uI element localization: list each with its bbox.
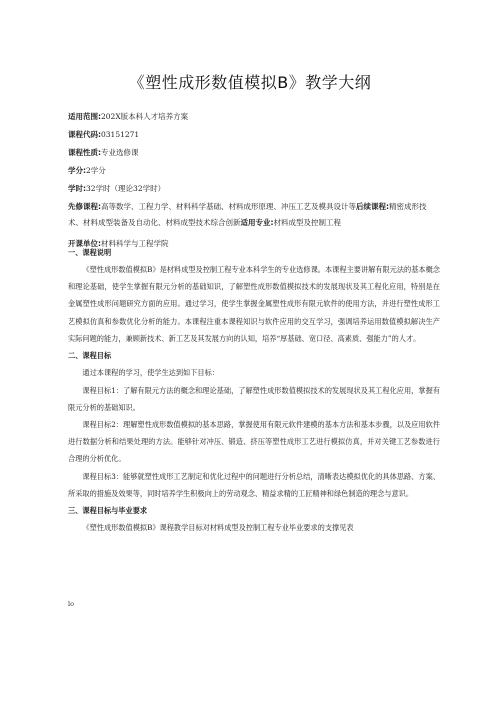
meta-scope bbox=[68, 108, 440, 126]
section2-intro: 通过本课程的学习，使学生达到如下目标： bbox=[82, 368, 219, 378]
document-body bbox=[68, 244, 440, 536]
meta-post-label: 后续课程: bbox=[356, 202, 389, 211]
meta-credit-label: 学分: bbox=[68, 166, 86, 175]
meta-prereq-post-major bbox=[68, 198, 440, 231]
meta-nature-label: 课程性质: bbox=[68, 148, 101, 157]
meta-code bbox=[68, 126, 440, 144]
goal-3: 课程目标3：能够就塑性成形工艺制定和优化过程中的问题进行分析总结，清晰表达模拟优化的具体思路、方案、所采取的措施及效果等，同时培养学生积极向上的劳动观念、精益求精的工匠精神和绿色制造的理念与意识。 bbox=[68, 471, 440, 498]
section1-paragraph: 《塑性成形数值模拟B》是材料成型及控制工程专业本科学生的专业选修课。本课程主要讲解有限元法的基本概念和理论基础，使学生掌握有限元分析的基础知识，了解塑性成形数值模拟技术的发展现状及其工程化应用，特别是在金属塑性成形问题研究方面的应用。通过学习，使学生掌握金属塑性成形有限元软件的使用方法，并进行塑性成形工艺模拟仿真和参数优化分析的能力。本课程注重本课程知识与软件应用的交互学习，强调培养运用数值模拟解决生产实际问题的能力，兼顾新技术、新工艺及其发展方向的认知，培养“厚基础、宽口径、高素质、强能力”的人才。 bbox=[68, 265, 440, 343]
page-title: 《塑性成形数值模拟B》教学大纲 bbox=[128, 73, 372, 92]
section3-paragraph: 《塑性成形数值模拟B》课程教学目标对材料成型及控制工程专业毕业要求的支撑见表 bbox=[82, 522, 354, 532]
meta-nature bbox=[68, 144, 440, 162]
meta-scope-label: 适用范围: bbox=[68, 112, 101, 121]
section3-heading: 三、课程目标与毕业要求 bbox=[68, 505, 148, 515]
meta-unit-value: 材料科学与工程学院 bbox=[101, 239, 169, 248]
meta-post-value: 精密成形技术、材料成型装备及自动化、材料成型技术综合创新 bbox=[68, 202, 427, 227]
meta-credit-value: 2学分 bbox=[86, 166, 106, 175]
meta-prereq-label: 先修课程: bbox=[68, 202, 101, 211]
footer-mark: lo bbox=[68, 600, 74, 608]
course-meta bbox=[68, 108, 440, 253]
meta-scope-value: 202X版本科人才培养方案 bbox=[101, 112, 189, 121]
meta-hours bbox=[68, 180, 440, 198]
section1-heading: 一、课程说明 bbox=[68, 248, 112, 257]
meta-major-value: 材料成型及控制工程 bbox=[273, 218, 341, 227]
meta-code-value: 03151271 bbox=[101, 130, 140, 139]
goal-2: 课程目标2：理解塑性成形数值模拟的基本思路，掌握使用有限元软件建模的基本方法和基本步骤，以及应用软件进行数据分析和结果处理的方法。能够针对冲压、锻造、挤压等塑性成形工艺进行模拟仿真，并对关键工艺参数进行合理的分析优化。 bbox=[68, 419, 440, 464]
meta-major-label: 适用专业: bbox=[240, 218, 274, 227]
meta-unit-label: 开课单位: bbox=[68, 239, 101, 248]
meta-hours-label: 学时: bbox=[68, 184, 86, 193]
section2-heading: 二、课程目标 bbox=[68, 351, 112, 361]
meta-prereq-value: 高等数学、工程力学、材料科学基础、材料成形原理、冲压工艺及模具设计等 bbox=[101, 202, 356, 211]
meta-code-label: 课程代码: bbox=[68, 130, 101, 139]
meta-nature-value: 专业选修课 bbox=[101, 148, 139, 157]
meta-credit bbox=[68, 162, 440, 180]
meta-hours-value: 32学时（理论32学时） bbox=[86, 184, 166, 193]
goal-1: 课程目标1：了解有限元方法的概念和理论基础，了解塑性成形数值模拟技术的发展现状及其工程化应用，掌握有限元分析的基础知识。 bbox=[68, 385, 440, 412]
